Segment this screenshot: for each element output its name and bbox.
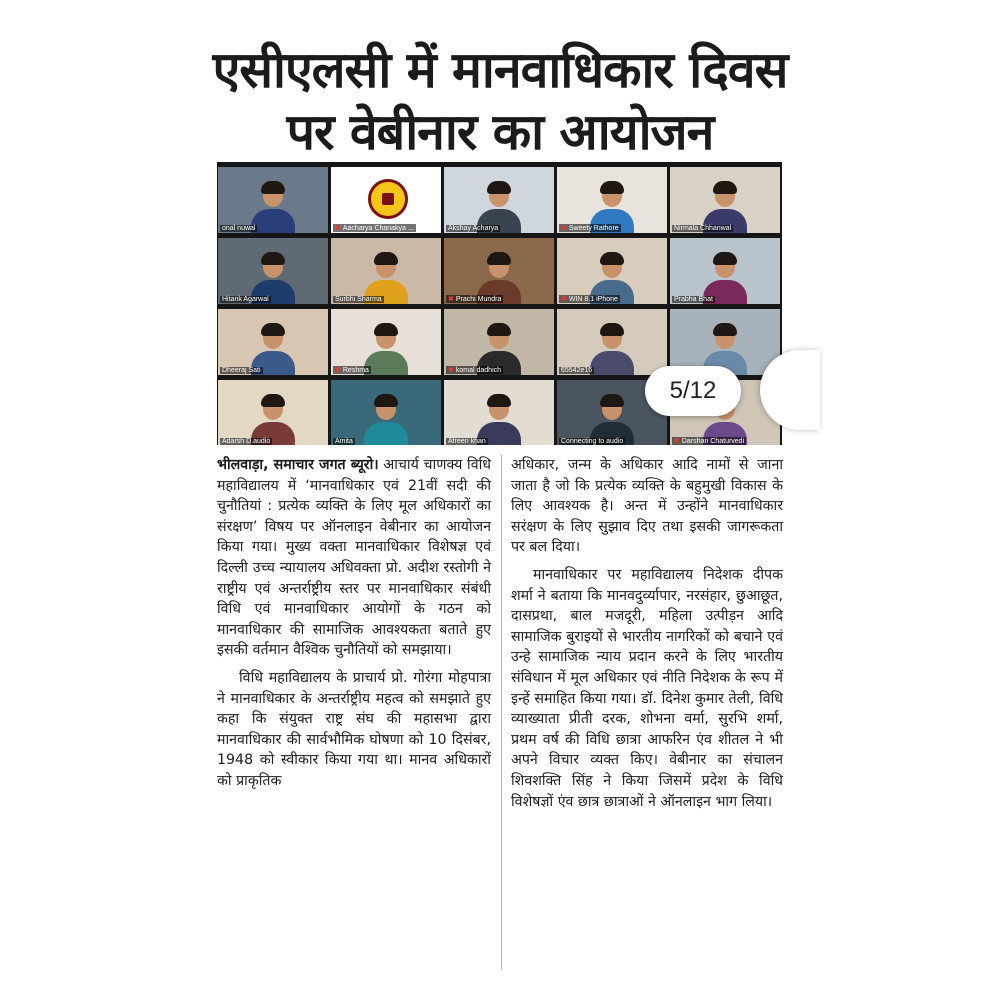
- participant-tile: [444, 238, 554, 304]
- mic-muted-icon: ✖: [561, 225, 567, 232]
- paragraph-text: अधिकार, जन्म के अधिकार आदि नामों से जाना जाता है जो कि प्रत्येक व्यक्ति के बहुमुखी विकास के लिए आवश्यक है। अन्त में उन्होंने मानवाधिकार सरंक्षण के लिए सुझाव दिए तथा इसकी जागरूकता पर बल दिया।: [511, 457, 783, 556]
- paragraph-text: मानवाधिकार पर महाविद्यालय निदेशक दीपक शर्मा ने बताया कि मानवदुर्व्यापार, नरसंहार, छुआछूत, दासप्रथा, बाल मजदूरी, महिला उत्पीड़न आदि सामाजिक बुराइयों से भारतीय नागरिकों को बचाने एवं उन्हे सामाजिक न्याय प्रदान करने के लिए भारतीय संविधान में मूल अधिकार एवं नीति निदेशक के रूप में इन्हें समाहित किया गया। डॉ. दिनेश कुमार तेली, विधि व्याख्याता प्रीती दरक, शोभना वर्मा, सुरभि शर्मा, प्रथम वर्ष की विधि छात्रा आफरिन एंव शीतल ने भी अपने विचार व्यक्त किए। वेबीनार का संचालन शिवशक्ति सिंह ने किया जिसमें प्रदेश के विधि विशेषज्ञों एंव छात्र छात्राओं ने ऑनलाइन भाग लिया।: [511, 566, 783, 810]
- participant-name-text: Prabha Bhat: [674, 296, 713, 303]
- participant-tile: [557, 309, 667, 375]
- participant-name-text: Nirmala Chhanwal: [674, 225, 732, 232]
- headline-line-2: पर वेबीनार का आयोजन: [286, 103, 714, 161]
- participant-tile: [557, 238, 667, 304]
- participant-name-text: Surbhi Sharma: [335, 296, 382, 303]
- participant-name-text: Darshan Chaturvedi: [681, 438, 745, 445]
- mic-muted-icon: ✖: [561, 296, 567, 303]
- participant-name: [672, 225, 733, 232]
- participant-name-text: onal nuwal: [222, 225, 256, 232]
- mic-muted-icon: ✖: [335, 225, 341, 232]
- article-column-right: [511, 455, 783, 812]
- participant-tile: [444, 167, 554, 233]
- participant-tile: [218, 380, 328, 445]
- mic-muted-icon: ✖: [674, 438, 680, 445]
- participant-tile: [331, 380, 441, 445]
- participant-name: [672, 437, 746, 445]
- participant-name-text: 65542e16: [561, 367, 593, 374]
- byline: भीलवाड़ा, समाचार जगत ब्यूरो।: [217, 457, 379, 473]
- participant-name: [446, 438, 488, 445]
- participant-video: [590, 321, 634, 375]
- participant-tile: [218, 309, 328, 375]
- participant-tile: [670, 167, 780, 233]
- column-divider: [501, 455, 502, 970]
- college-logo-icon: [368, 179, 408, 219]
- article-paragraph: [217, 668, 491, 792]
- participant-name: [220, 296, 271, 303]
- participant-name-text: Reshma: [342, 367, 369, 374]
- participant-video: [251, 179, 295, 233]
- participant-name: [333, 296, 384, 303]
- article-paragraph: [511, 455, 783, 558]
- participant-tile: [218, 167, 328, 233]
- participant-name-text: Connecting to audio: [561, 438, 624, 445]
- participant-tile: [331, 238, 441, 304]
- participant-name-text: Afreen khan: [448, 438, 486, 445]
- participant-tile: [331, 167, 441, 233]
- participant-name: [333, 224, 416, 232]
- participant-name-text: Akshay Acharya: [448, 225, 499, 232]
- participant-name-text: Aacharya Chanakya ...: [342, 225, 414, 232]
- mic-muted-icon: ✖: [448, 296, 454, 303]
- paragraph-text: आचार्य चाणक्य विधि महाविद्यालय में ‘मानवाधिकार एवं 21वीं सदी की चुनौतियां : प्रत्येक व्यक्ति के लिए मूल अधिकारों का संरक्षण’ विषय पर ऑनलाइन वेबीनार का आयोजन किया गया। मुख्य वक्ता मानवाधिकार विशेषज्ञ एवं दिल्ली उच्च न्यायालय अधिवक्ता प्रो. अदीश रस्तोगी ने राष्ट्रीय एवं अन्तर्राष्ट्रीय स्तर पर मानवाधिकार संबंधी विधि एवं मानवाधिकार आयोगों के गठन को मानवाधिकार की सामाजिक आवश्यकता बताते हुए इसकी वर्तमान वैश्विक चुनौतियों को समझाया।: [217, 457, 491, 659]
- mic-muted-icon: ✖: [335, 367, 341, 374]
- participant-name: [559, 438, 625, 445]
- participant-name: [220, 367, 263, 374]
- image-page-counter: 5/12: [645, 366, 741, 416]
- participant-tile: [218, 238, 328, 304]
- participant-name: [559, 367, 594, 374]
- article-column-left: [217, 455, 491, 792]
- participant-name-text: Sweety Rathore: [568, 225, 619, 232]
- participant-name-text: Dheeraj Sati: [222, 367, 261, 374]
- participant-name-text: Amita: [335, 438, 353, 445]
- participant-name: [446, 295, 503, 303]
- paragraph-text: विधि महाविद्यालय के प्राचार्य प्रो. गोरंगा मोहपात्रा ने मानवाधिकार के अन्तर्राष्ट्रीय महत्व को समझाते हुए कहा कि संयुक्त राष्ट्र संघ की महासभा द्वारा मानवाधिकार की सार्वभौमिक घोषणा को 10 दिसंबर, 1948 को स्वीकार किया गया था। मानव अधिकारों को प्राकृतिक: [217, 669, 491, 789]
- participant-name: [333, 438, 355, 445]
- participant-name: [220, 225, 257, 232]
- participant-tile: [331, 309, 441, 375]
- participant-name: [672, 296, 715, 303]
- participant-name-text: Hitank Agarwal: [222, 296, 269, 303]
- article-paragraph: [217, 455, 491, 661]
- participant-name: [333, 366, 371, 374]
- participant-name: [220, 438, 272, 445]
- participant-name-text: WIN 8.1 iPhone: [568, 296, 618, 303]
- mic-muted-icon: ✖: [448, 367, 454, 374]
- participant-tile: [444, 380, 554, 445]
- participant-tile: [670, 238, 780, 304]
- participant-name: [559, 224, 621, 232]
- participant-name-text: Prachi Mundra: [455, 296, 502, 303]
- participant-name-text: Adarsh D.audio: [222, 438, 271, 445]
- article-paragraph: [511, 565, 783, 812]
- participant-name: [446, 366, 503, 374]
- participant-name: [446, 225, 500, 232]
- participant-tile: [557, 167, 667, 233]
- headline-line-1: एसीएलसी में मानवाधिकार दिवस: [212, 41, 788, 99]
- participant-video: [364, 392, 408, 445]
- participant-name: [559, 295, 620, 303]
- participant-tile: [444, 309, 554, 375]
- participant-name-text: komal dadhich: [455, 367, 502, 374]
